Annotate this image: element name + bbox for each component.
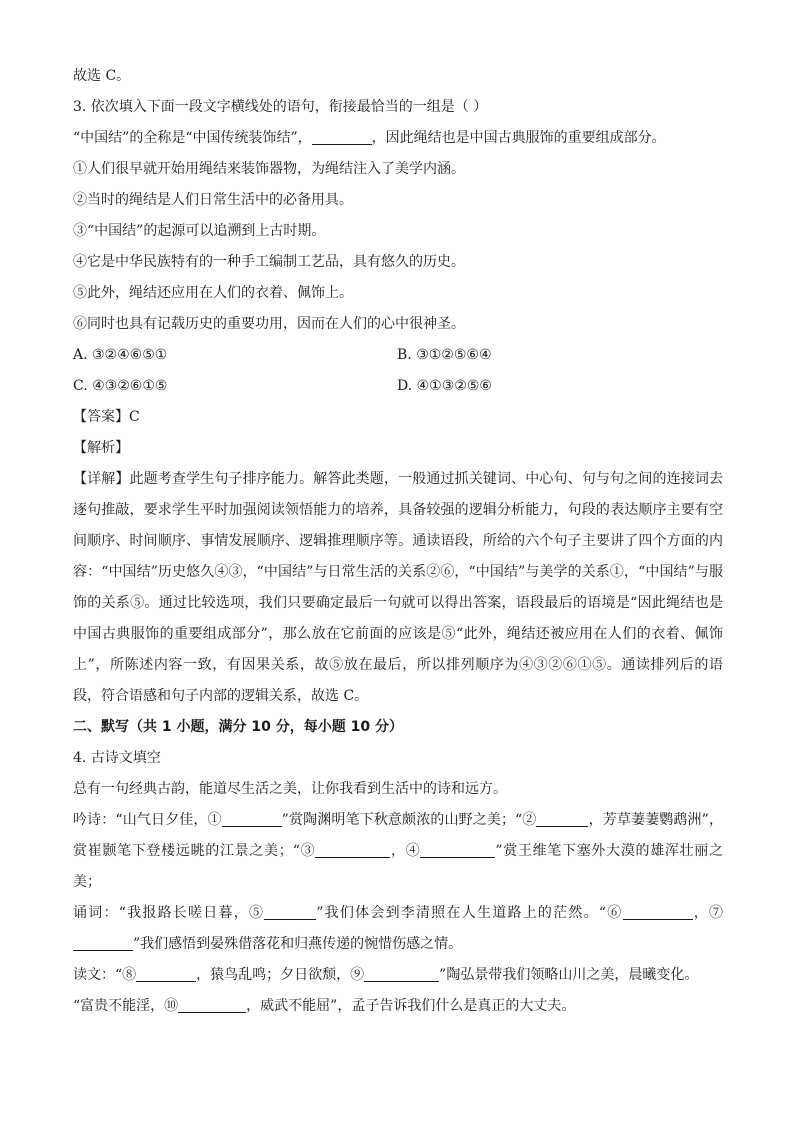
poem-text-3: ，芳草萋萋鹦鹉洲”，赏崔颢笔下登楼远眺的江景之美；“③ (73, 812, 723, 859)
analysis-label: 【解析】 (73, 440, 129, 456)
poem-text-2: ”赏陶渊明笔下秋意颇浓的山野之美；“② (281, 812, 537, 828)
option-d: D. ④①③②⑤⑥ (397, 378, 492, 394)
answer-value: C (129, 409, 140, 425)
blank-1 (222, 810, 282, 827)
previous-answer-tail: 故选 C。 (73, 68, 131, 84)
blank-10 (178, 996, 246, 1013)
fill-blank (312, 128, 372, 145)
poem-text-1: 吟诗：“山气日夕佳，① (73, 812, 222, 828)
detail-explanation: 【详解】此题考查学生句子排序能力。解答此类题，一般通过抓关键词、中心句、句与句之间的连接词去逐句推敲，要求学生平时加强阅读领悟能力的培养，具备较强的逻辑分析能力，句段的表达顺序主要有空间顺序、时间顺序、事情发展顺序、逻辑推理顺序等。通读语段，所给的六个句子主要讲了四个方面的内容：“中国结”历史悠久④③，“中国结”与日常生活的关系②⑥，“中国结”与美学的关系①，“中国结”与服饰的关系⑤。通过比较选项，我们只要确定最后一句就可以得出答案，语段最后的语境是“因此绳结也是中国古典服饰的重要组成部分”，那么放在它前面的应该是⑤“此外，绳结还被应用在人们的衣着、佩饰上”，所陈述内容一致，有因果关系，故⑤放在最后，所以排列顺序为④③②⑥①⑤。通读排列后的语段，符合语感和句子内部的逻辑关系，故选 C。 (73, 471, 723, 704)
blank-7 (73, 934, 133, 951)
question-3-stem: 3. 依次填入下面一段文字横线处的语句，衔接最恰当的一组是（ ） (73, 99, 488, 115)
sentence-5: ⑤此外，绳结还应用在人们的衣着、佩饰上。 (73, 285, 353, 301)
sentence-1: ①人们很早就开始用绳结来装饰器物，为绳结注入了美学内涵。 (73, 161, 465, 177)
wen-text-4: “富贵不能淫，⑩ (73, 998, 179, 1014)
passage-before-blank: “中国结”的全称是“中国传统装饰结”， (73, 130, 312, 146)
answer-line (73, 402, 723, 433)
sentence-2: ②当时的绳结是人们日常生活中的必备用具。 (73, 192, 353, 208)
ci-paragraph (73, 898, 723, 960)
options-row-1 (73, 340, 723, 371)
question-4-intro: 总有一句经典古韵，能道尽生活之美，让你我看到生活中的诗和远方。 (73, 781, 507, 797)
wen-line-1 (73, 960, 723, 991)
option-c: C. ④③②⑥①⑤ (73, 378, 168, 394)
blank-4 (420, 841, 495, 858)
option-b: B. ③①②⑤⑥④ (397, 347, 492, 363)
options-row-2 (73, 371, 723, 402)
poem-paragraph (73, 805, 723, 898)
passage-after-blank: ，因此绳结也是中国古典服饰的重要组成部分。 (371, 130, 666, 146)
document-content (73, 61, 723, 1022)
poem-text-4: ，④ (390, 843, 421, 859)
ci-text-2: ”我们体会到李清照在人生道路上的茫然。“⑥ (316, 905, 623, 921)
wen-line-2 (73, 991, 723, 1022)
ci-text-4: ”我们感悟到晏殊借落花和归燕传递的惋惜伤感之情。 (133, 936, 463, 952)
question-4-title: 4. 古诗文填空 (73, 750, 161, 766)
ci-text-1: 诵词：“我报路长嗟日暮，⑤ (73, 905, 265, 921)
poem-text-5: ”赏王维笔下塞外大漠的雄浑壮丽之美； (73, 843, 723, 890)
ci-text-3: ，⑦ (692, 905, 723, 921)
wen-text-1: 读文：“⑧ (73, 967, 137, 983)
blank-5 (264, 903, 316, 920)
section-2-heading: 二、默写（共 1 小题，满分 10 分，每小题 10 分） (73, 719, 403, 735)
wen-text-5: ，威武不能屈”，孟子告诉我们什么是真正的大丈夫。 (246, 998, 576, 1014)
blank-2 (536, 810, 588, 827)
option-a: A. ③②④⑥⑤① (73, 347, 168, 363)
blank-3 (315, 841, 390, 858)
sentence-4: ④它是中华民族特有的一种手工编制工艺品，具有悠久的历史。 (73, 254, 465, 270)
sentence-6: ⑥同时也具有记载历史的重要功用，因而在人们的心中很神圣。 (73, 316, 465, 332)
blank-8 (136, 965, 196, 982)
blank-9 (364, 965, 439, 982)
wen-text-3: ”陶弘景带我们领略山川之美，晨曦变化。 (439, 967, 699, 983)
blank-6 (623, 903, 693, 920)
answer-label: 【答案】 (73, 409, 129, 425)
sentence-3: ③“中国结”的起源可以追溯到上古时期。 (73, 223, 326, 239)
question-3-passage (73, 123, 723, 154)
wen-text-2: ，猿鸟乱鸣；夕日欲颓，⑨ (196, 967, 365, 983)
